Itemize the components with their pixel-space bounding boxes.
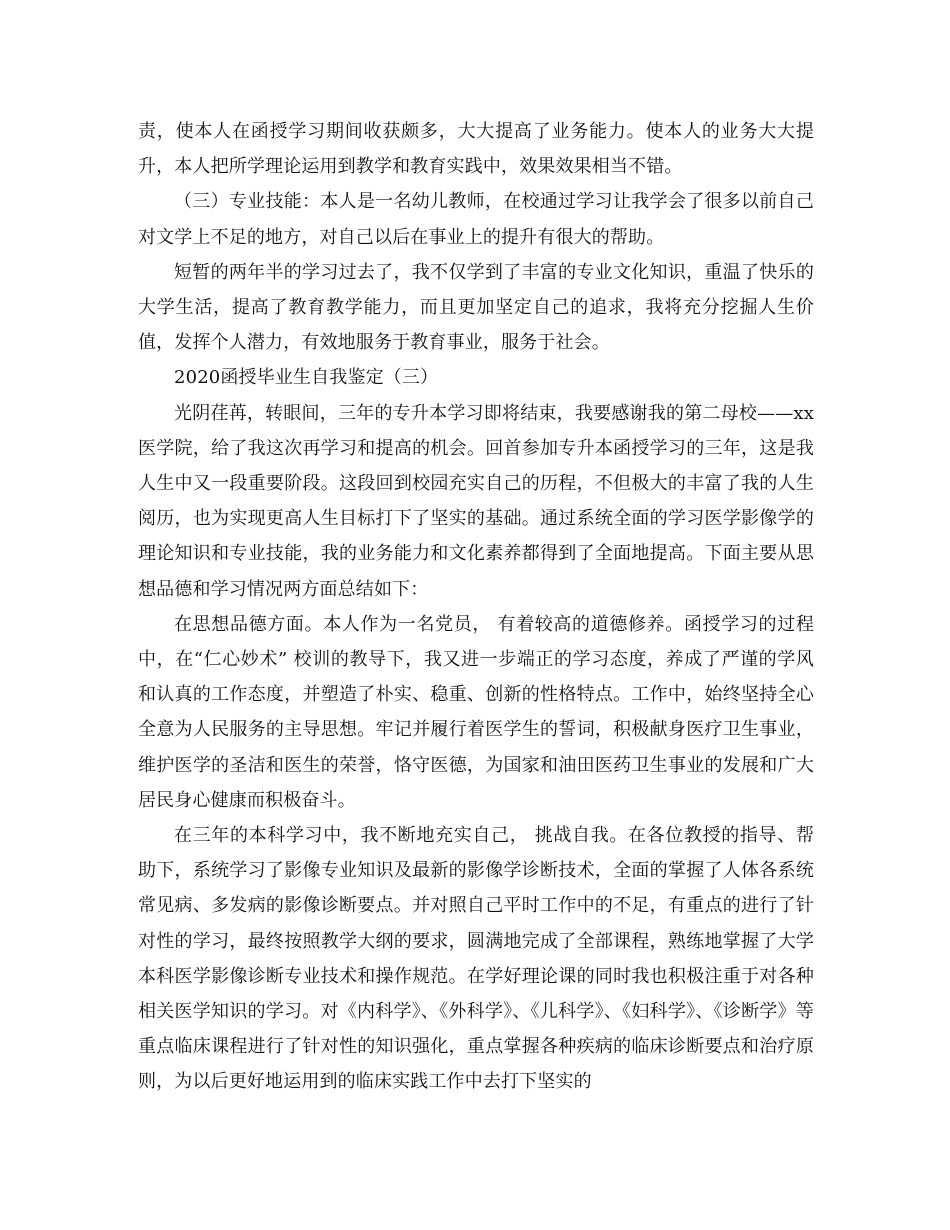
paragraph-study-experience: 在三年的本科学习中，我不断地充实自己， 挑战自我。在各位教授的指导、帮助下，系统学习了影像专业知识及最新的影像学诊断技术，全面的掌握了人体各系统常见病、多发病的影像诊断要点。并对照自己平时工作中的不足，有重点的进行了针对性的学习，最终按照教学大纲的要求，圆满地完成了全部课程，熟练地掌握了大学本科医学影像诊断专业技术和操作规范。在学好理论课的同时我也积极注重于对各种相关医学知识的学习。对《内科学》、《外科学》、《儿科学》、《妇科学》、《诊断学》等重点临床课程进行了针对性的知识强化，重点掌握各种疾病的临床诊断要点和治疗原则，为以后更好地运用到的临床实践工作中去打下坚实的 <box>138 825 814 1093</box>
section-heading: 2020函授毕业生自我鉴定（三） <box>174 367 439 389</box>
paragraph-professional-skills: （三）专业技能：本人是一名幼儿教师，在校通过学习让我学会了很多以前自己对文学上不足的地方，对自己以后在事业上的提升有很大的帮助。 <box>138 191 814 248</box>
paragraph-introduction: 光阴荏苒，转眼间，三年的专升本学习即将结束，我要感谢我的第二母校——xx医学院，给了我这次再学习和提高的机会。回首参加专升本函授学习的三年，这是我人生中又一段重要阶段。这段回到校园充实自己的历程，不但极大的丰富了我的人生阅历，也为实现更高人生目标打下了坚实的基础。通过系统全面的学习医学影像学的理论知识和专业技能，我的业务能力和文化素养都得到了全面地提高。下面主要从思想品德和学习情况两方面总结如下： <box>138 402 814 600</box>
paragraph-moral-character: 在思想品德方面。本人作为一名党员， 有着较高的道德修养。函授学习的过程中，在“仁心妙术” 校训的教导下，我又进一步端正的学习态度，养成了严谨的学风和认真的工作态度，并塑造了朴实、稳重、创新的性格特点。工作中，始终坚持全心全意为人民服务的主导思想。牢记并履行着医学生的誓词，积极献身医疗卫生事业，维护医学的圣洁和医生的荣誉，恪守医德，为国家和油田医药卫生事业的发展和广大居民身心健康而积极奋斗。 <box>138 613 814 811</box>
paragraph-continuation: 责，使本人在函授学习期间收获颇多，大大提高了业务能力。使本人的业务大大提升，本人把所学理论运用到教学和教育实践中，效果效果相当不错。 <box>138 121 814 178</box>
paragraph-study-summary: 短暂的两年半的学习过去了，我不仅学到了丰富的专业文化知识，重温了快乐的大学生活，提高了教育教学能力，而且更加坚定自己的追求，我将充分挖掘人生价值，发挥个人潜力，有效地服务于教育事业，服务于社会。 <box>138 261 814 354</box>
document-body <box>138 114 814 1100</box>
